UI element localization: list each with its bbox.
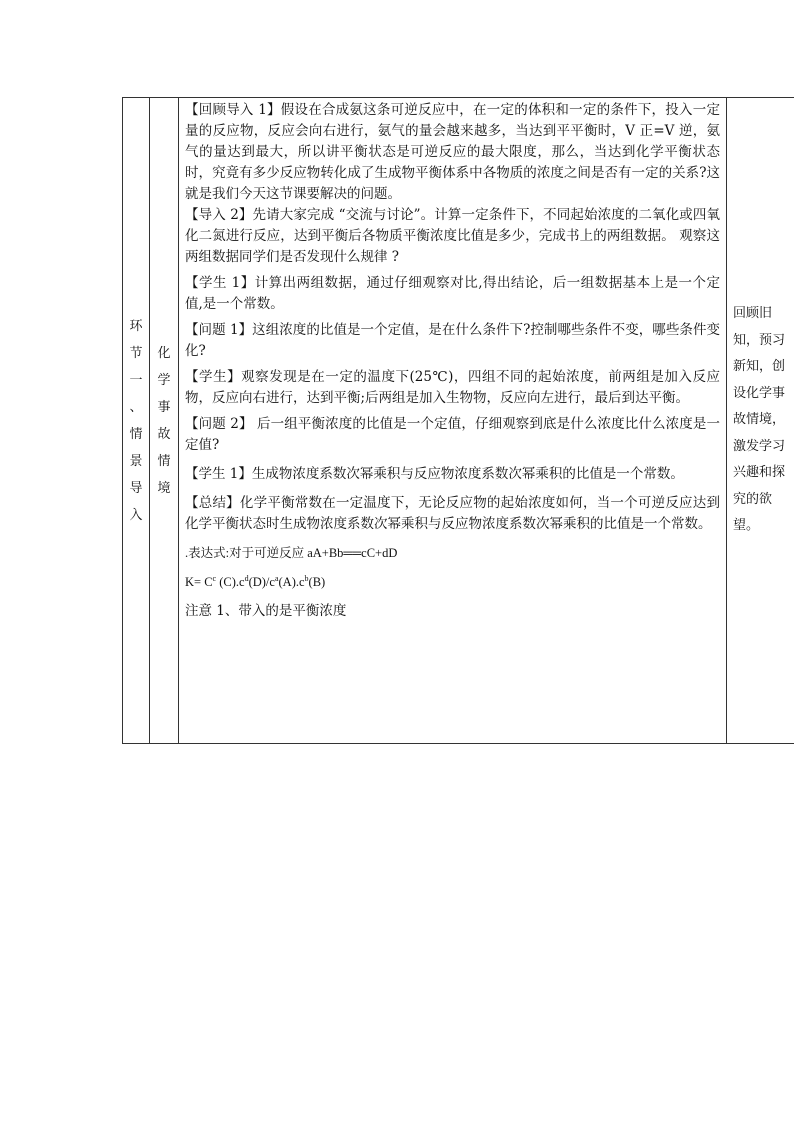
paragraph-student-1: 【学生 1】计算出两组数据，通过仔细观察对比,得出结论，后一组数据基本上是一个定 值,是一个常数。: [185, 275, 720, 312]
section-label: [123, 313, 149, 529]
content-cell: [179, 98, 727, 744]
activity-label: [150, 340, 178, 502]
paragraph-summary: 【总结】化学平衡常数在一定温度下，无论反应物的起始浓度如何，当一个可逆反应达到化学平衡状态时生成物浓度系数次幂乘积与反应物浓度系数次幂乘积的比值是一个常数。: [185, 495, 720, 532]
lesson-table: [122, 97, 794, 744]
section-char: 环: [129, 318, 143, 334]
section-char: 节: [129, 345, 143, 361]
paragraph-note: 注意 1、带入的是平衡浓度: [185, 603, 347, 619]
paragraph-student: 【学生】观察发现是在一定的温度下(25℃)，四组不同的起始浓度，前两组是加入反应物，反应向右进行，达到平衡;后两组是加入生物物，反应向左进行，最后到达平衡。: [185, 369, 720, 406]
paragraph-student-1b: 【学生 1】生成物浓度系数次幂乘积与反应物浓度系数次幂乘积的比值是一个常数。: [185, 466, 684, 482]
expression-line: .表达式:对于可逆反应 aA+Bb══cC+dD: [185, 546, 398, 560]
paragraph-intro-2: 【导入 2】先请大家完成 “交流与讨论”。计算一定条件下，不同起始浓度的二氧化或四氧化二氮进行反应，达到平衡后各物质平衡浓度比值是多少，完成书上的两组数据。 观察这两组数据同学们是否发现什么规律 ?: [185, 207, 720, 265]
activity-char: 化: [157, 345, 171, 361]
section-char: 入: [129, 507, 143, 523]
section-char: 情: [129, 426, 143, 442]
activity-char: 学: [157, 372, 171, 388]
paragraph-question-1: 【问题 1】这组浓度的比值是一个定值，是在什么条件下?控制哪些条件不变，哪些条件变化?: [185, 322, 720, 359]
goal-cell: [727, 98, 794, 744]
activity-char: 境: [157, 480, 171, 496]
table-row: [123, 98, 794, 744]
activity-char: 情: [157, 453, 171, 469]
section-char: 导: [129, 480, 143, 496]
section-cell: [123, 98, 150, 744]
goal-text: 回顾旧知，预习新知，创设化学事故情境，激发学习兴趣和探究的欲望。: [733, 306, 786, 534]
equilibrium-constant-formula: $K= C^c$ $(C).c^d(D)/c^a(A).c^b(B)$: [185, 573, 326, 589]
paragraph-question-2: 【问题 2】 后一组平衡浓度的比值是一个定值，仔细观察到底是什么浓度比什么浓度是一定值?: [185, 416, 720, 453]
section-char: 一: [129, 372, 143, 388]
activity-char: 故: [157, 426, 171, 442]
section-char: 景: [129, 453, 143, 469]
activity-cell: [150, 98, 179, 744]
section-char: 、: [129, 399, 143, 415]
paragraph-review-intro: 【回顾导入 1】假设在合成氨这条可逆反应中，在一定的体积和一定的条件下，投入一定量的反应物，反应会向右进行，氨气的量会越来越多，当达到平平衡时，V 正=V 逆，氨气的量达到最大，所以讲平衡状态是可逆反应的最大限度，那么，当达到化学平衡状态时，究竟有多少反应物转化成了生成物平衡体系中各物质的浓度之间是否有一定的关系?这就是我们今天这节课要解决的问题。: [185, 102, 720, 202]
activity-char: 事: [157, 399, 171, 415]
